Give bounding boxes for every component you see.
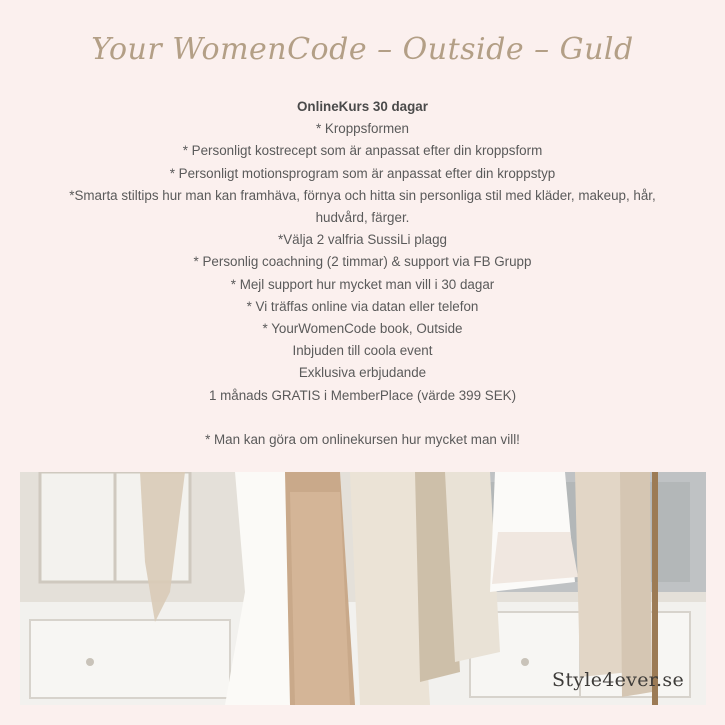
- course-description: [20, 96, 705, 451]
- list-item: * YourWomenCode book, Outside: [262, 321, 463, 337]
- list-item: * Personligt motionsprogram som är anpassat efter din kroppstyp: [169, 165, 556, 181]
- watermark: Style4ever.se: [552, 669, 684, 691]
- spacer: [20, 407, 705, 429]
- clothing-rack-photo: [20, 472, 706, 705]
- list-item: * Mejl support hur mycket man vill i 30 dagar: [230, 276, 495, 292]
- list-item: *Välja 2 valfria SussiLi plagg: [278, 232, 447, 248]
- list-item: Exklusiva erbjudande: [298, 365, 427, 381]
- list-item: * Kroppsformen: [315, 121, 410, 137]
- course-note: * Man kan göra om onlinekursen hur mycket man vill!: [205, 431, 520, 447]
- list-item: * Personlig coachning (2 timmar) & support via FB Grupp: [193, 254, 532, 270]
- course-heading: OnlineKurs 30 dagar: [297, 99, 428, 114]
- list-item: * Personligt kostrecept som är anpassat efter din kroppsform: [182, 143, 543, 159]
- list-item: * Vi träffas online via datan eller telefon: [246, 298, 479, 314]
- list-item: *Smarta stiltips hur man kan framhäva, förnya och hitta sin personliga stil med kläder, makeup, hår,: [69, 187, 656, 203]
- page-title: Your WomenCode – Outside – Guld: [91, 32, 634, 67]
- list-item: Inbjuden till coola event: [292, 343, 433, 359]
- list-item: hudvård, färger.: [315, 210, 410, 226]
- list-item: 1 månads GRATIS i MemberPlace (värde 399 SEK): [208, 387, 517, 403]
